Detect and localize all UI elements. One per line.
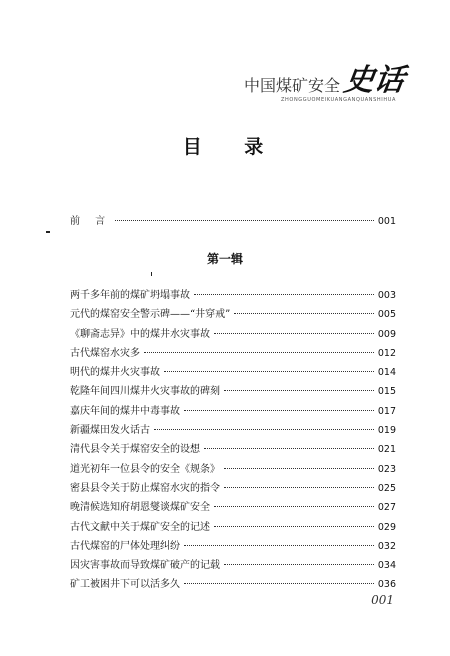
toc-title: 目 录 bbox=[182, 136, 282, 158]
entry-title: 晚清候选知府胡恩燮谈煤矿安全 bbox=[70, 502, 210, 514]
dot-leader bbox=[115, 220, 374, 221]
running-header bbox=[243, 63, 407, 103]
calligraphy-title: 史话 bbox=[341, 63, 407, 98]
toc-row[interactable] bbox=[70, 382, 396, 401]
scan-mark bbox=[46, 231, 50, 233]
entry-title: 因灾害事故而导致煤矿破产的记载 bbox=[70, 560, 220, 572]
page-number: 001 bbox=[371, 593, 394, 607]
entry-page: 034 bbox=[377, 560, 396, 572]
dot-leader bbox=[224, 487, 374, 488]
dot-leader bbox=[214, 333, 374, 334]
entry-title: 古代煤窑水灾多 bbox=[70, 347, 140, 359]
entry-page: 005 bbox=[377, 309, 396, 321]
entry-page: 001 bbox=[377, 216, 396, 227]
entry-page: 003 bbox=[377, 290, 396, 301]
header-title-line bbox=[243, 63, 407, 98]
entry-title: 元代的煤窑安全警示碑——“井穿戒” bbox=[70, 309, 231, 321]
entry-title: 《聊斋志异》中的煤井水灾事故 bbox=[70, 328, 210, 340]
toc-row[interactable] bbox=[70, 402, 396, 421]
entry-title: 密县县令关于防止煤窑水灾的指令 bbox=[70, 482, 220, 494]
dot-leader bbox=[224, 390, 374, 391]
entry-page: 015 bbox=[377, 386, 396, 398]
entry-page: 021 bbox=[377, 444, 396, 456]
dot-leader bbox=[184, 410, 374, 411]
toc-row[interactable] bbox=[70, 537, 396, 556]
entry-page: 019 bbox=[377, 425, 396, 437]
toc-entries bbox=[70, 286, 396, 595]
toc-row[interactable] bbox=[70, 575, 396, 594]
dot-leader bbox=[224, 468, 374, 469]
toc-row[interactable] bbox=[70, 325, 396, 344]
entry-page: 032 bbox=[377, 540, 396, 552]
entry-page: 025 bbox=[377, 482, 396, 494]
preface-entry[interactable] bbox=[70, 212, 396, 231]
entry-title: 乾隆年间四川煤井火灾事故的碑刻 bbox=[70, 386, 220, 398]
toc-row[interactable] bbox=[70, 556, 396, 575]
entry-title: 前 言 bbox=[70, 216, 112, 227]
entry-page: 009 bbox=[377, 328, 396, 340]
dot-leader bbox=[224, 564, 374, 565]
dot-leader bbox=[154, 429, 374, 430]
dot-leader bbox=[184, 545, 374, 546]
dot-leader bbox=[214, 506, 374, 507]
dot-leader bbox=[234, 313, 374, 314]
toc-row[interactable] bbox=[70, 305, 396, 324]
entry-title: 两千多年前的煤矿坍塌事故 bbox=[70, 290, 190, 301]
entry-title: 明代的煤井火灾事故 bbox=[70, 367, 160, 379]
toc-row[interactable] bbox=[70, 498, 396, 517]
toc-row[interactable] bbox=[70, 344, 396, 363]
header-pinyin: ZHONGGUOMEIKUANGANQUANSHIHUA bbox=[281, 97, 396, 103]
dot-leader bbox=[184, 583, 374, 584]
toc-row[interactable] bbox=[70, 421, 396, 440]
toc-row[interactable] bbox=[70, 286, 396, 305]
toc-row[interactable] bbox=[70, 212, 396, 231]
entry-title: 嘉庆年间的煤井中毒事故 bbox=[70, 405, 180, 417]
book-title: 中国煤矿安全 bbox=[243, 76, 340, 95]
entry-title: 古代文献中关于煤矿安全的记述 bbox=[70, 521, 210, 533]
entry-title: 新疆煤田发火话古 bbox=[70, 425, 150, 437]
dot-leader bbox=[144, 352, 374, 353]
toc-row[interactable] bbox=[70, 363, 396, 382]
entry-page: 014 bbox=[377, 367, 396, 379]
entry-page: 027 bbox=[377, 502, 396, 514]
dot-leader bbox=[204, 448, 374, 449]
dot-leader bbox=[214, 526, 374, 527]
entry-page: 036 bbox=[377, 579, 396, 591]
scan-mark bbox=[151, 272, 152, 276]
entry-title: 清代县令关于煤窑安全的设想 bbox=[70, 444, 200, 456]
entry-page: 017 bbox=[377, 405, 396, 417]
entry-page: 023 bbox=[377, 463, 396, 475]
dot-leader bbox=[194, 294, 374, 295]
section-title: 第一辑 bbox=[206, 252, 243, 266]
toc-row[interactable] bbox=[70, 518, 396, 537]
toc-row[interactable] bbox=[70, 479, 396, 498]
entry-title: 道光初年一位县令的安全《规条》 bbox=[70, 463, 220, 475]
toc-row[interactable] bbox=[70, 460, 396, 479]
entry-page: 029 bbox=[377, 521, 396, 533]
dot-leader bbox=[164, 371, 374, 372]
entry-title: 矿工被困井下可以活多久 bbox=[70, 579, 180, 591]
toc-row[interactable] bbox=[70, 440, 396, 459]
entry-title: 古代煤窑的尸体处理纠纷 bbox=[70, 540, 180, 552]
entry-page: 012 bbox=[377, 347, 396, 359]
